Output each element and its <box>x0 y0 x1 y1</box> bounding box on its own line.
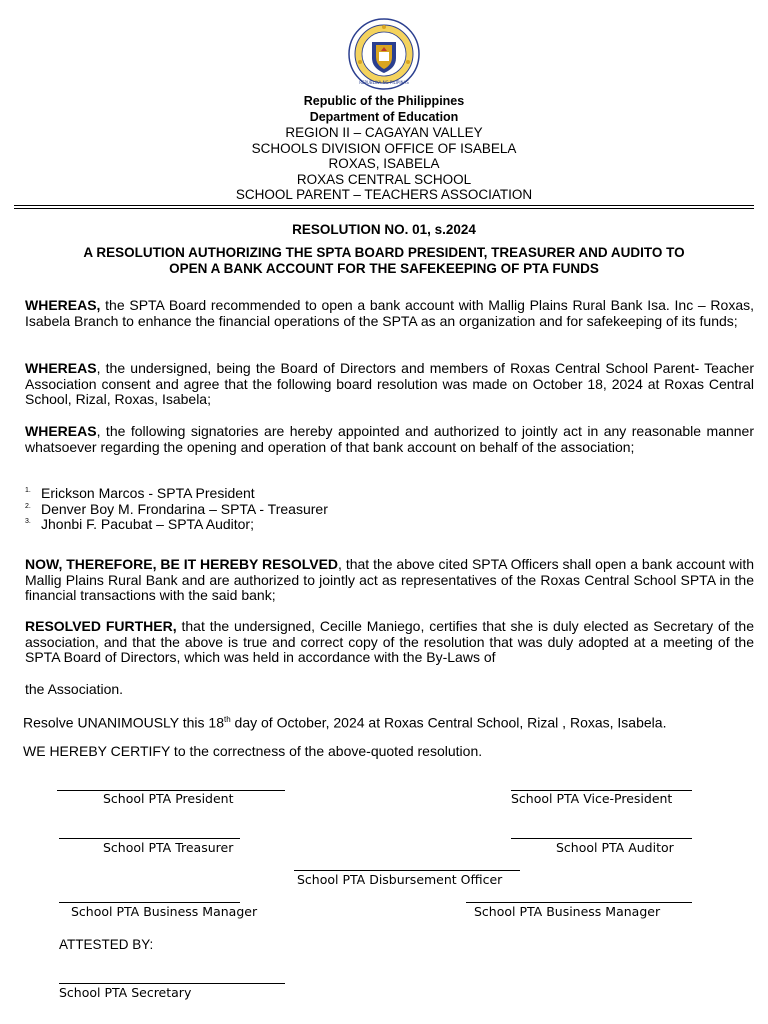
list-number: 3. <box>25 518 31 526</box>
resolution-number: RESOLUTION NO. 01, s.2024 <box>292 222 476 237</box>
header-republic: Republic of the Philippines <box>303 94 465 108</box>
whereas-paragraph-1 <box>25 298 754 329</box>
signature-label-secretary: School PTA Secretary <box>59 985 192 1000</box>
deped-seal-logo <box>348 18 420 90</box>
whereas-paragraph-2 <box>25 361 754 408</box>
unanimous-text-pre: Resolve UNANIMOUSLY this 18 <box>23 714 224 731</box>
list-text: Jhonbi F. Pacubat – SPTA Auditor; <box>41 516 254 533</box>
list-item <box>25 502 328 518</box>
signature-line-treasurer <box>59 838 240 839</box>
signature-line-business-manager-1 <box>59 902 240 903</box>
resolved-further-text: that the undersigned, Cecille Maniego, certifies that she is duly elected as Secretary of the association, and that the above is true and correct copy of the resolution that was duly adopted at a meeting of the SPTA Board of Directors, which was held in accordance with the By-Laws of <box>25 618 754 666</box>
header-association: SCHOOL PARENT – TEACHERS ASSOCIATION <box>235 187 533 202</box>
unanimous-text-post: day of October, 2024 at Roxas Central School, Rizal , Roxas, Isabela. <box>230 714 667 731</box>
whereas-paragraph-3 <box>25 424 754 455</box>
resolved-text: , that the above cited SPTA Officers shall open a bank account with Mallig Plains Rural Bank and are authorized to jointly act as representatives of the Roxas Central School SPTA in the financial transactions with the said bank; <box>25 556 755 604</box>
list-item <box>25 486 328 502</box>
unanimous-statement <box>23 712 752 731</box>
resolved-paragraph <box>25 557 754 604</box>
resolved-further-paragraph <box>25 619 754 666</box>
whereas-lead: WHEREAS, <box>25 297 101 313</box>
list-number: 2. <box>25 502 31 510</box>
resolved-further-last-line: the Association. <box>25 681 124 697</box>
signature-label-disbursement: School PTA Disbursement Officer <box>297 872 503 887</box>
list-text: Denver Boy M. Frondarina – SPTA - Treasurer <box>41 500 328 517</box>
whereas-text: the SPTA Board recommended to open a bank account with Mallig Plains Rural Bank Isa. Inc – Roxas, Isabela Branch to enhance the financial operations of the SPTA as an organization and for safekeeping of its funds; <box>25 297 754 329</box>
resolution-title-line1: A RESOLUTION AUTHORIZING THE SPTA BOARD PRESIDENT, TREASURER AND AUDITO TO <box>83 245 685 260</box>
signature-label-business-manager-2: School PTA Business Manager <box>474 904 661 919</box>
signature-line-secretary <box>59 983 285 984</box>
signature-label-treasurer: School PTA Treasurer <box>103 840 234 855</box>
header-municipality: ROXAS, ISABELA <box>328 156 440 171</box>
signatories-list <box>25 486 328 533</box>
header-department: Department of Education <box>309 109 459 124</box>
resolution-title-line2: OPEN A BANK ACCOUNT FOR THE SAFEKEEPING OF PTA FUNDS <box>169 260 599 276</box>
whereas-lead: WHEREAS <box>25 360 97 376</box>
signature-line-business-manager-2 <box>466 902 692 903</box>
svg-text:REPUBLIKA NG PILIPINAS: REPUBLIKA NG PILIPINAS <box>359 80 409 85</box>
signature-label-vice-president: School PTA Vice-President <box>511 791 673 806</box>
list-number: 1. <box>25 487 31 494</box>
list-item <box>25 517 328 533</box>
signature-label-auditor: School PTA Auditor <box>556 840 674 855</box>
whereas-text: , the undersigned, being the Board of Directors and members of Roxas Central School Parent- Teacher Association consent and agree that the following board resolution was made on October 18, 2024 at Roxas Central School, Rizal, Roxas, Isabela; <box>25 360 754 408</box>
signature-line-auditor <box>511 838 692 839</box>
header-divider <box>14 205 754 206</box>
certify-statement: WE HEREBY CERTIFY to the correctness of the above-quoted resolution. <box>23 743 483 759</box>
whereas-text: , the following signatories are hereby appointed and authorized to jointly act in any reasonable manner whatsoever regarding the opening and operation of that bank account on behalf of the association; <box>25 423 754 455</box>
signature-label-president: School PTA President <box>103 791 234 806</box>
header-region: REGION II – CAGAYAN VALLEY <box>285 125 483 140</box>
list-text: Erickson Marcos - SPTA President <box>41 485 255 501</box>
header-school: ROXAS CENTRAL SCHOOL <box>296 171 472 187</box>
resolved-lead: NOW, THEREFORE, BE IT HEREBY RESOLVED <box>25 556 339 572</box>
whereas-lead: WHEREAS <box>25 423 97 439</box>
signature-label-business-manager-1: School PTA Business Manager <box>71 904 258 919</box>
header-division: SCHOOLS DIVISION OFFICE OF ISABELA <box>251 140 517 156</box>
attested-by-label: ATTESTED BY: <box>59 937 154 952</box>
resolved-further-lead: RESOLVED FURTHER, <box>25 618 177 634</box>
unanimous-ordinal: th <box>224 715 231 724</box>
signature-line-disbursement <box>294 870 520 871</box>
header-divider-second <box>14 208 754 209</box>
